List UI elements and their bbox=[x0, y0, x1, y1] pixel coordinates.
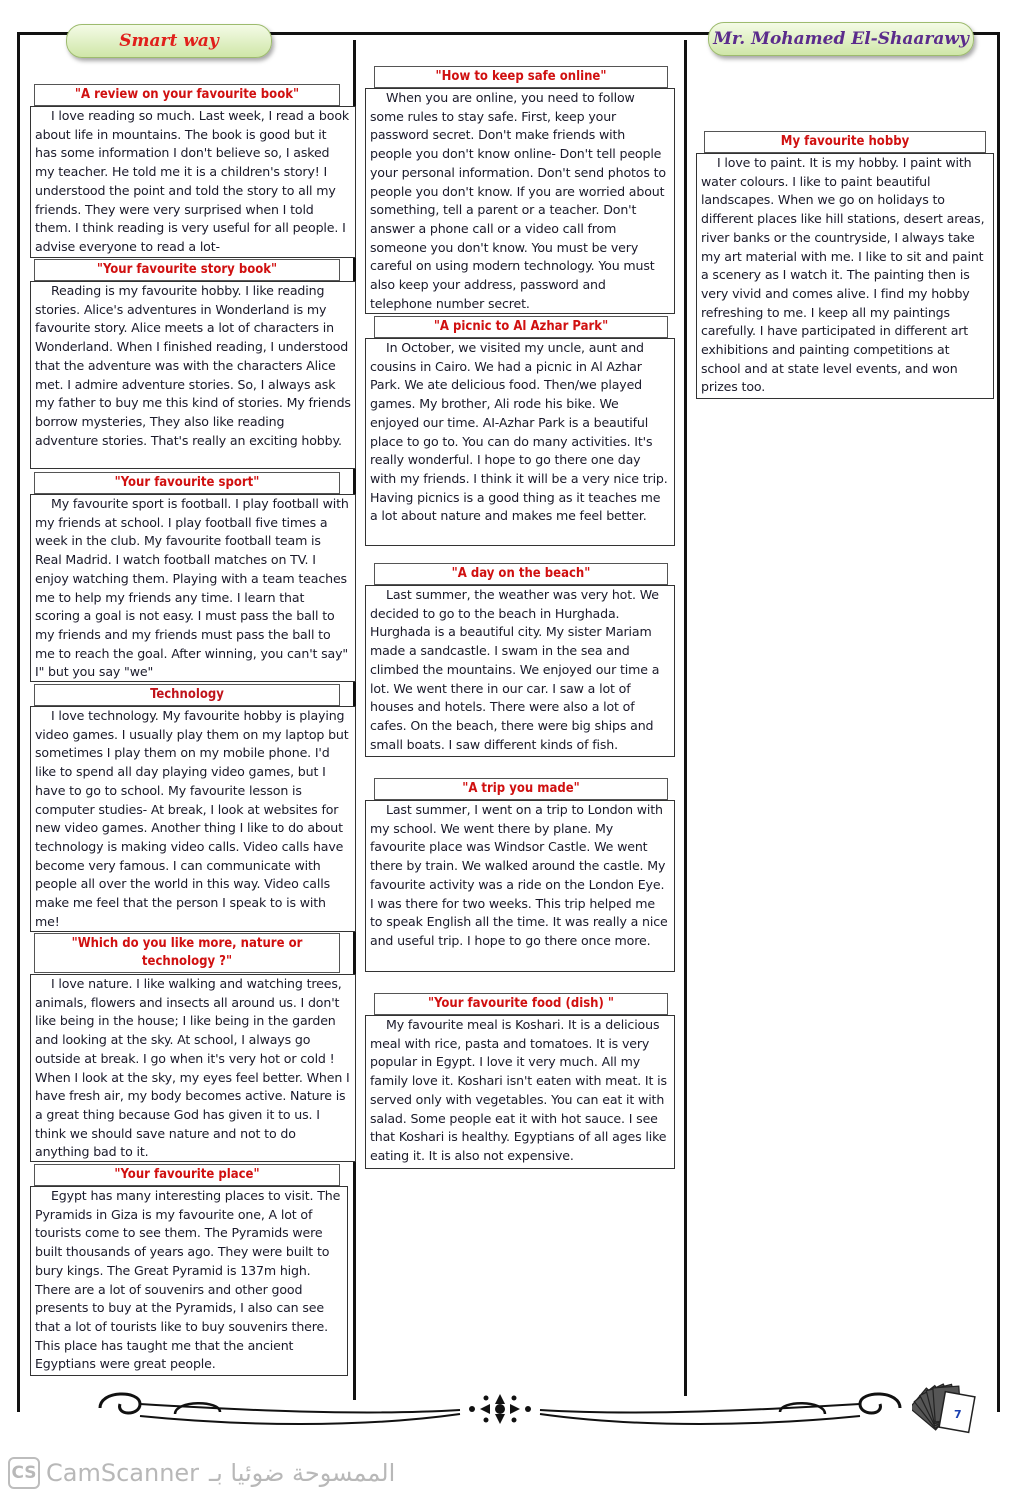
page-number-deck bbox=[912, 1378, 982, 1438]
story-book-text: Reading is my favourite hobby. I like reading stories. Alice's adventures in Wonderland is my favourite story. Alice meets a lot of characters in Wonderland. When I finished reading, I understood that the adventure was with the characters Alice met. I admire adventure stories. So, I always ask my father to buy me this kind of stories. My friends borrow mysteries, They also like reading adventure stories. That's really an exciting hobby. bbox=[30, 281, 356, 469]
page-frame-left bbox=[17, 32, 20, 1412]
footer-ornament bbox=[80, 1386, 920, 1432]
column-divider-2 bbox=[684, 40, 687, 1396]
review-book-text: I love reading so much. Last week, I read a book about life in mountains. The book is good but it has some information I don't believe so, I asked my teacher. He told me it is a children's story! I understood the point and told the story to all my friends. They were very surprised when I told them. I think reading is very useful for all people. I advise everyone to read a lot- bbox=[30, 106, 356, 258]
food-title: "Your favourite food (dish) " bbox=[374, 993, 668, 1015]
card-stack-icon bbox=[912, 1378, 982, 1438]
picnic-title: "A picnic to Al Azhar Park" bbox=[374, 316, 668, 338]
camscanner-brand: CamScanner bbox=[46, 1459, 200, 1487]
page-frame-right bbox=[997, 32, 1000, 1412]
camscanner-logo-icon: CS bbox=[8, 1457, 40, 1489]
camscanner-arabic: الممسوحة ضوئيا بـ bbox=[209, 1459, 396, 1487]
story-book-title: "Your favourite story book" bbox=[34, 259, 340, 281]
nature-tech-text: I love nature. I like walking and watching trees, animals, flowers and insects all around us. I don't like being in the house; I like being in the garden and looking at the sky. At school, I always go outside at break. I go when it's very hot or cold ! When I look at the sky, my eyes feel better. When I have fresh air, my body becomes active. Nature is a great thing because God has given it to us. I think we should save nature and not to do anything bad to it. bbox=[30, 974, 356, 1162]
place-title: "Your favourite place" bbox=[34, 1164, 340, 1186]
place-text: Egypt has many interesting places to visit. The Pyramids in Giza is my favourite one, A lot of tourists come to see them. The Pyramids were built thousands of years ago. They were built to bury kings. The Great Pyramid is 137m high. There are a lot of souvenirs and other good presents to buy at the Pyramids, I also can see that a lot of tourists like to buy souvenirs there. This place has taught me that the ancient Egyptians were great people. bbox=[30, 1186, 348, 1376]
hobby-title: My favourite hobby bbox=[704, 131, 986, 153]
sport-title: "Your favourite sport" bbox=[34, 472, 340, 494]
trip-title: "A trip you made" bbox=[374, 778, 668, 800]
safe-online-title: "How to keep safe online" bbox=[374, 66, 668, 88]
technology-text: I love technology. My favourite hobby is playing video games. I usually play them on my laptop but sometimes I play them on my mobile phone. I'd like to spend all day playing video games, but I have to go to school. My favourite lesson is computer studies- At break, I look at websites for new video games. Another thing I like to do about technology is making video calls. Video calls have become very famous. I can communicate with people all over the world in this way. Video calls make me feel that the person I speak to is with me! bbox=[30, 706, 356, 932]
trip-text: Last summer, I went on a trip to London with my school. We went there by plane. My favourite place was Windsor Castle. We went there by train. We walked around the castle. My favourite activity was a ride on the London Eye. I was there for two weeks. This trip helped me to speak English all the time. It was really a nice and useful trip. I hope to go there once more. bbox=[365, 800, 675, 972]
header-author: Mr. Mohamed El-Shaarawy bbox=[708, 22, 974, 56]
review-book-title: "A review on your favourite book" bbox=[34, 84, 340, 106]
sport-text: My favourite sport is football. I play football with my friends at school. I play football five times a week in the club. My favourite football team is Real Madrid. I watch football matches on TV. I enjoy watching them. Playing with a team teaches me to help my friends any time. I learn that scoring a goal is not easy. I must pass the ball to my friends and my friends must pass the ball to me to reach the goal. After winning, you can't say" I" but you say "we" bbox=[30, 494, 356, 682]
technology-title: Technology bbox=[34, 684, 340, 706]
page-number: 7 bbox=[954, 1408, 962, 1421]
beach-text: Last summer, the weather was very hot. We decided to go to the beach in Hurghada. Hurghada is a beautiful city. My sister Mariam made a sandcastle. I swam in the sea and climbed the mountains. We enjoyed our time a lot. We went there in our car. I saw a lot of houses and hotels. There were also a lot of cafes. On the beach, there were big ships and small boats. I saw different kinds of fish. bbox=[365, 585, 675, 757]
beach-title: "A day on the beach" bbox=[374, 563, 668, 585]
camscanner-watermark bbox=[8, 1455, 395, 1491]
food-text: My favourite meal is Koshari. It is a delicious meal with rice, pasta and tomatoes. It is very popular in Egypt. I love it very much. All my family love it. Koshari isn't eaten with meat. It is served only with vegetables. You can eat it with salad. Some people eat it with hot sauce. I see that Koshari is healthy. Egyptians of all ages like eating it. It is also not expensive. bbox=[365, 1015, 675, 1169]
nature-tech-title: "Which do you like more, nature or technology ?" bbox=[34, 933, 340, 973]
safe-online-text: When you are online, you need to follow some rules to stay safe. First, keep your password secret. Don't make friends with people you don't know online- Don't tell people your personal information. Don't send photos to people you don't know. If you are worried about something, tell a parent or a teacher. Don't answer a phone call or a video call from someone you don't know. You must be very careful on using modern technology. You must also keep your address, password and telephone number secret. bbox=[365, 88, 675, 314]
picnic-text: In October, we visited my uncle, aunt and cousins in Cairo. We had a picnic in Al Azhar Park. We ate delicious food. Then/we played games. My brother, Ali rode his bike. We enjoyed our time. AI-Azhar Park is a beautiful place to go to. You can do many activities. It's really wonderful. I hope to go there one day with my friends. I think it will be a very nice trip. Having picnics is a good thing as it teaches me a lot about nature and makes me feel better. bbox=[365, 338, 675, 546]
header-smart-way: Smart way bbox=[66, 24, 272, 58]
hobby-text: I love to paint. It is my hobby. I paint with water colours. I like to paint beautiful landscapes. When we go on holidays to different places like hill stations, desert areas, river banks or the countryside, I always take my art material with me. I like to sit and paint a scenery as I watch it. The painting then is very vivid and comes alive. I find my hobby refreshing to me. I keep all my paintings carefully. I have participated in different art exhibitions and painting competitions at school and at state level events, and won prizes too. bbox=[696, 153, 994, 399]
